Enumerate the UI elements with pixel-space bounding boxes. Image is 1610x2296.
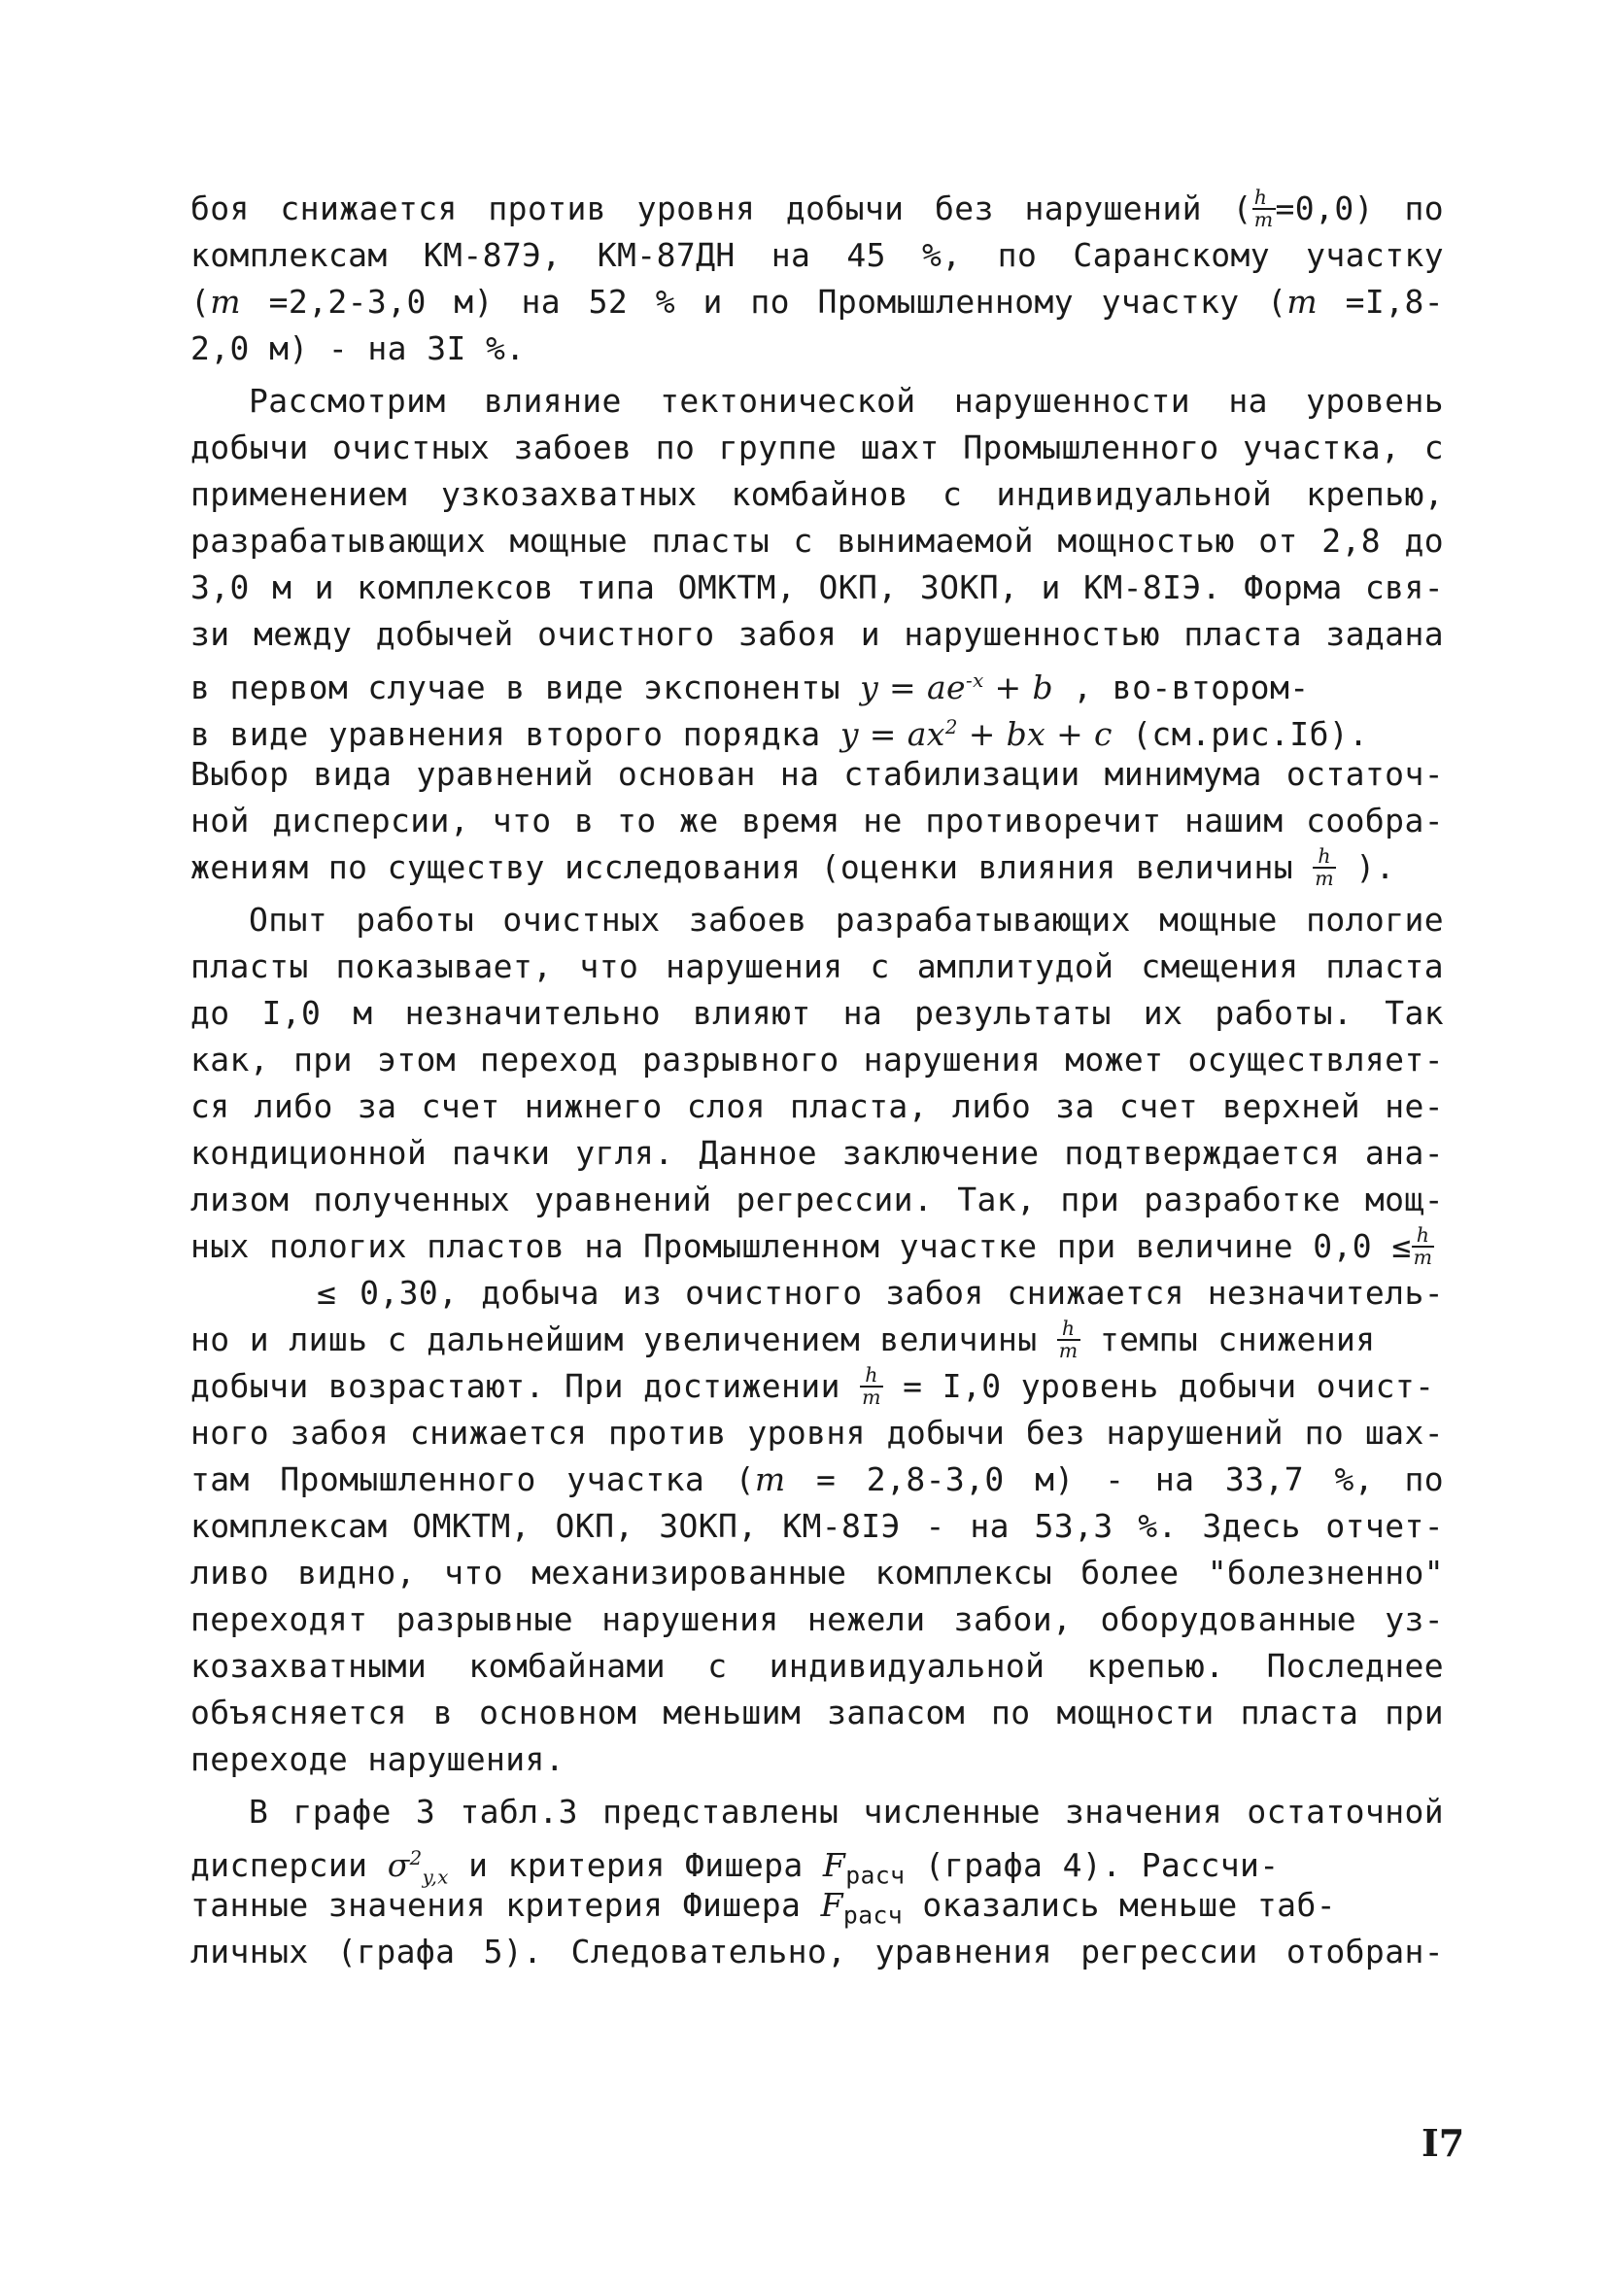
text-line: добычи возрастают. При достижении $\frac{h}{m}$ = I,0 уровень добычи очист- (190, 1362, 1435, 1410)
formula-exponent: $y = ae^{-x} + b$ (860, 668, 1053, 706)
text-line: пласты показывает, что нарушения с амплитудой смещения пласта (190, 947, 1444, 985)
text-line: разрабатывающих мощные пласты с вынимаемой мощностью от 2,8 до (190, 522, 1444, 560)
text-line: ≤ 0,30, добыча из очистного забоя снижается незначитель- (317, 1274, 1444, 1312)
text-line: там Промышленного участка (m = 2,8-3,0 м) - на 33,7 %, по (190, 1460, 1444, 1498)
fraction-h-over-m: $\frac{h}{m}$ (1413, 1222, 1433, 1270)
text-line: 2,0 м) - на 3I %. (190, 329, 526, 367)
text-line: применением узкозахватных комбайнов с индивидуальной крепью, (190, 475, 1444, 513)
text-line: до I,0 м незначительно влияют на результаты их работы. Так (190, 994, 1444, 1032)
text-line: в виде уравнения второго порядка $y = ax^2$ + bx + c (см.рис.Iб). (190, 715, 1369, 753)
text-line: ной дисперсии, что в то же время не противоречит нашим сообра- (190, 802, 1444, 840)
page-number: I7 (1422, 2121, 1465, 2165)
text-line: Опыт работы очистных забоев разрабатывающих мощные пологие (249, 901, 1444, 939)
sigma-symbol: $\sigma^2_{y,x}$ (387, 1846, 449, 1889)
text-line: личных (графа 5). Следовательно, уравнения регрессии отобран- (190, 1933, 1444, 1970)
text-line: Выбор вида уравнений основан на стабилизации минимума остаточ- (190, 755, 1444, 793)
text-line: танные значения критерия Фишера $F_{расч}$ оказались меньше таб- (190, 1886, 1336, 1930)
text-line: комплексам ОМКТМ, ОКП, 3ОКП, КМ-8IЭ - на 53,3 %. Здесь отчет- (190, 1507, 1444, 1545)
fraction-h-over-m: $\frac{h}{m}$ (1315, 843, 1335, 891)
text-line: комплексам КМ-87Э, КМ-87ДН на 45 %, по Саранскому участку (190, 236, 1444, 274)
text-line: ных пологих пластов на Промышленном участке при величине 0,0 ≤ $\frac{h}{m}$ (190, 1222, 1433, 1270)
text-line: зи между добычей очистного забоя и нарушенностью пласта задана (190, 615, 1444, 653)
formula-quadratic: $y = ax^2$ + bx + c (839, 715, 1113, 753)
text-line: 3,0 м и комплексов типа ОМКТМ, ОКП, 3ОКП, и КМ-8IЭ. Форма свя- (190, 568, 1444, 606)
text-line: в первом случае в виде экспоненты $y = ae^{-x} + b$ , во-втором- (190, 668, 1310, 706)
text-line: переходе нарушения. (190, 1740, 565, 1778)
text-line: жениям по существу исследования (оценки влияния величины $\frac{h}{m}$ ). (190, 843, 1395, 891)
text-line: дисперсии $\sigma^2_{y,x}$ и критерия Фишера $F_{расч}$ (графа 4). Рассчи- (190, 1846, 1280, 1890)
fraction-h-over-m: $\frac{h}{m}$ (1253, 185, 1274, 232)
text-line: (m =2,2-3,0 м) на 52 % и по Промышленному участку (m =I,8- (190, 283, 1444, 321)
text-line: В графе 3 табл.3 представлены численные значения остаточной (249, 1793, 1444, 1831)
text-line: Рассмотрим влияние тектонической нарушенности на уровень (249, 382, 1444, 420)
fraction-h-over-m: $\frac{h}{m}$ (1058, 1316, 1079, 1363)
text-line: козахватными комбайнами с индивидуальной крепью. Последнее (190, 1647, 1444, 1685)
text-line: боя снижается против уровня добычи без нарушений ( $\frac{h}{m}$ =0,0) по (190, 185, 1444, 232)
text-line: как, при этом переход разрывного нарушения может осуществляет- (190, 1041, 1444, 1079)
fraction-h-over-m: $\frac{h}{m}$ (862, 1362, 881, 1410)
text-line: но и лишь с дальнейшим увеличением величины $\frac{h}{m}$ темпы снижения (190, 1316, 1376, 1363)
text-line: кондиционной пачки угля. Данное заключение подтверждается ана- (190, 1134, 1444, 1172)
text-line: переходят разрывные нарушения нежели забои, оборудованные уз- (190, 1600, 1444, 1638)
text-line: ного забоя снижается против уровня добычи без нарушений по шах- (190, 1414, 1444, 1452)
text-line: лизом полученных уравнений регрессии. Так, при разработке мощ- (190, 1181, 1444, 1218)
text-line: ся либо за счет нижнего слоя пласта, либо за счет верхней не- (190, 1087, 1444, 1125)
text-line: добычи очистных забоев по группе шахт Промышленного участка, с (190, 428, 1444, 466)
text-line: объясняется в основном меньшим запасом по мощности пласта при (190, 1694, 1444, 1731)
text-line: ливо видно, что механизированные комплексы более "болезненно" (190, 1554, 1444, 1592)
